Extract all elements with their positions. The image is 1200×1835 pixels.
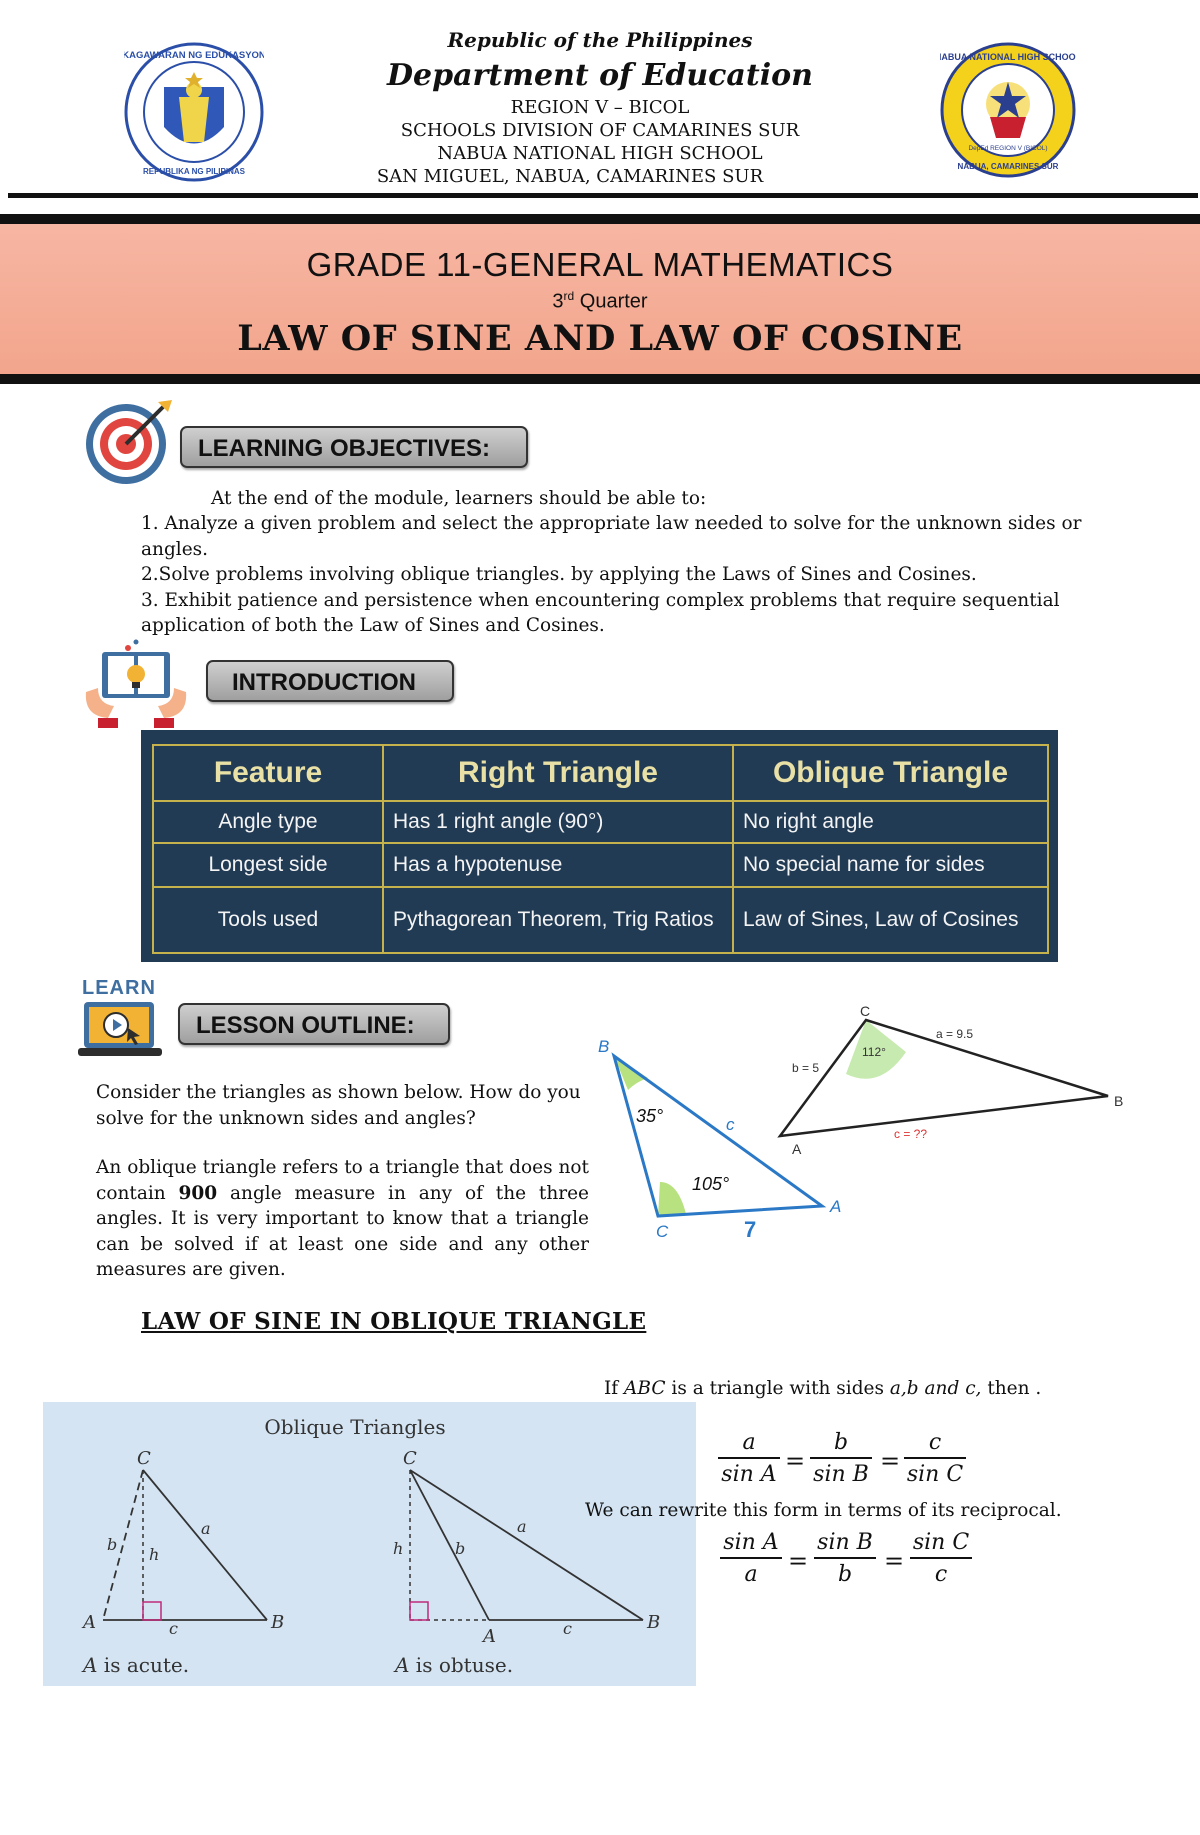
obtuse-side-a: a <box>517 1517 527 1536</box>
left-seal-top-text: KAGAWARAN NG EDUKASYON <box>124 50 264 61</box>
learning-objectives-heading: LEARNING OBJECTIVES: <box>180 426 528 468</box>
header-divider <box>8 193 1198 198</box>
region-line: REGION V – BICOL <box>510 97 690 118</box>
t1-vertex-a: A <box>830 1197 842 1216</box>
acute-vertex-b: B <box>271 1612 285 1633</box>
table-header-oblique-triangle: Oblique Triangle <box>733 745 1048 801</box>
lesson-outline-heading: LESSON OUTLINE: <box>178 1003 450 1045</box>
table-cell: Tools used <box>153 887 383 953</box>
t1-vertex-c: C <box>656 1222 669 1241</box>
formula2-equals-2: = <box>884 1547 905 1575</box>
table-cell: Pythagorean Theorem, Trig Ratios <box>383 887 733 953</box>
table-cell: Has a hypotenuse <box>383 843 733 887</box>
t1-angle-b: 35° <box>636 1106 664 1126</box>
table-header-right-triangle: Right Triangle <box>383 745 733 801</box>
t1-angle-c: 105° <box>692 1174 730 1194</box>
obtuse-height-h: h <box>393 1539 404 1558</box>
objective-item-3: 3. Exhibit patience and persistence when encountering complex problems that require sequential application of both the Law of Sines and Cosines. <box>141 589 1060 636</box>
obtuse-vertex-a: A <box>483 1626 496 1647</box>
t2-side-a: a = 9.5 <box>936 1027 974 1041</box>
formula1-equals-2: = <box>880 1447 901 1475</box>
table-cell: Longest side <box>153 843 383 887</box>
table-cell: Angle type <box>153 801 383 843</box>
acute-side-a: a <box>201 1519 211 1538</box>
table-cell: Has 1 right angle (90°) <box>383 801 733 843</box>
t2-side-b: b = 5 <box>792 1061 820 1075</box>
acute-height-h: h <box>149 1545 160 1564</box>
figure-title: Oblique Triangles <box>264 1415 446 1439</box>
school-line: NABUA NATIONAL HIGH SCHOOL <box>437 143 763 164</box>
t1-side-a: 7 <box>744 1217 757 1242</box>
table-header-feature: Feature <box>153 745 383 801</box>
t2-vertex-c: C <box>860 1003 871 1019</box>
objectives-intro: At the end of the module, learners should be able to: <box>211 488 707 509</box>
formula1-equals-1: = <box>785 1447 806 1475</box>
grade-title: GRADE 11-GENERAL MATHEMATICS <box>306 246 894 283</box>
reciprocal-note: We can rewrite this form in terms of its reciprocal. <box>585 1500 1062 1521</box>
right-seal-top-text: NABUA NATIONAL HIGH SCHOOL <box>940 52 1076 62</box>
formula1-term-1: $\frac{a}{\text{sin A}}$ <box>718 1430 780 1487</box>
table-cell: No right angle <box>733 801 1048 843</box>
learn-label: LEARN <box>82 977 156 999</box>
lesson-paragraph-1: Consider the triangles as shown below. How do you solve for the unknown sides and angles? <box>96 1082 581 1129</box>
comparison-table <box>152 744 1049 954</box>
table-header-row <box>153 745 1048 801</box>
obtuse-caption: A is obtuse. <box>395 1653 514 1677</box>
obtuse-side-b: b <box>455 1539 466 1558</box>
t2-vertex-b: B <box>1114 1093 1124 1109</box>
right-seal-bottom-text: NABUA, CAMARINES SUR <box>957 162 1059 171</box>
objective-item-2: 2.Solve problems involving oblique triangles. by applying the Laws of Sines and Cosines. <box>141 564 977 585</box>
left-seal-bottom-text: REPUBLIKA NG PILIPINAS <box>143 167 245 176</box>
target-icon <box>82 398 174 486</box>
acute-side-c: c <box>169 1619 178 1638</box>
learn-laptop-icon <box>76 976 168 1064</box>
formula1-term-2: $\frac{b}{\text{sin B}}$ <box>810 1430 872 1487</box>
address-line: SAN MIGUEL, NABUA, CAMARINES SUR <box>376 166 764 187</box>
acute-vertex-c: C <box>137 1448 151 1469</box>
oblique-triangles-figure <box>43 1402 696 1686</box>
formula1-term-3: $\frac{c}{\text{sin C}}$ <box>904 1430 966 1487</box>
t2-vertex-a: A <box>792 1141 802 1157</box>
objectives-list <box>141 511 1101 639</box>
table-cell: Law of Sines, Law of Cosines <box>733 887 1048 953</box>
acute-caption: A is acute. <box>83 1653 190 1677</box>
law-of-sine-heading: LAW OF SINE IN OBLIQUE TRIANGLE <box>141 1308 647 1335</box>
t1-side-c: c <box>726 1115 735 1134</box>
quarter-label: 3rd Quarter <box>552 289 648 313</box>
formula2-term-2: $\frac{\text{sin B}}{b}$ <box>814 1530 876 1587</box>
nnhs-seal-logo <box>940 42 1076 178</box>
book-hands-icon <box>80 638 192 730</box>
formula2-term-3: $\frac{\text{sin C}}{c}$ <box>910 1530 972 1587</box>
lesson-title: LAW OF SINE AND LAW OF COSINE <box>237 318 963 359</box>
t2-side-c: c = ?? <box>894 1127 928 1141</box>
right-seal-center-text: DepEd REGION V (BICOL) <box>968 145 1048 152</box>
table-row <box>153 801 1048 843</box>
table-cell: No special name for sides <box>733 843 1048 887</box>
acute-vertex-a: A <box>83 1612 96 1633</box>
table-row <box>153 887 1048 953</box>
triangle-figure-2 <box>770 1002 1130 1162</box>
department-line: Department of Education <box>387 58 813 93</box>
formula2-term-1: $\frac{\text{sin A}}{a}$ <box>720 1530 782 1587</box>
title-banner <box>0 214 1200 384</box>
formula2-equals-1: = <box>788 1547 809 1575</box>
t2-angle-c: 112° <box>862 1045 886 1059</box>
division-line: SCHOOLS DIVISION OF CAMARINES SUR <box>400 120 800 141</box>
objective-item-1: 1. Analyze a given problem and select the appropriate law needed to solve for the unknown sides or angles. <box>141 513 1082 560</box>
table-row <box>153 843 1048 887</box>
obtuse-vertex-b: B <box>647 1612 661 1633</box>
t1-vertex-b: B <box>598 1037 610 1056</box>
lesson-paragraph-2: An oblique triangle refers to a triangle that does not contain 900 angle measure in any of the three angles. It is very important to know that a triangle can be solved if at least one side and any other measures are given. <box>96 1157 589 1280</box>
law-of-sine-intro: If ABC is a triangle with sides a,b and c, then . <box>604 1378 1042 1399</box>
republic-line: Republic of the Philippines <box>447 28 753 52</box>
obtuse-vertex-c: C <box>403 1448 417 1469</box>
acute-side-b: b <box>107 1535 118 1554</box>
introduction-heading: INTRODUCTION <box>206 660 454 702</box>
comparison-table-panel <box>141 730 1058 962</box>
obtuse-side-c: c <box>563 1619 572 1638</box>
